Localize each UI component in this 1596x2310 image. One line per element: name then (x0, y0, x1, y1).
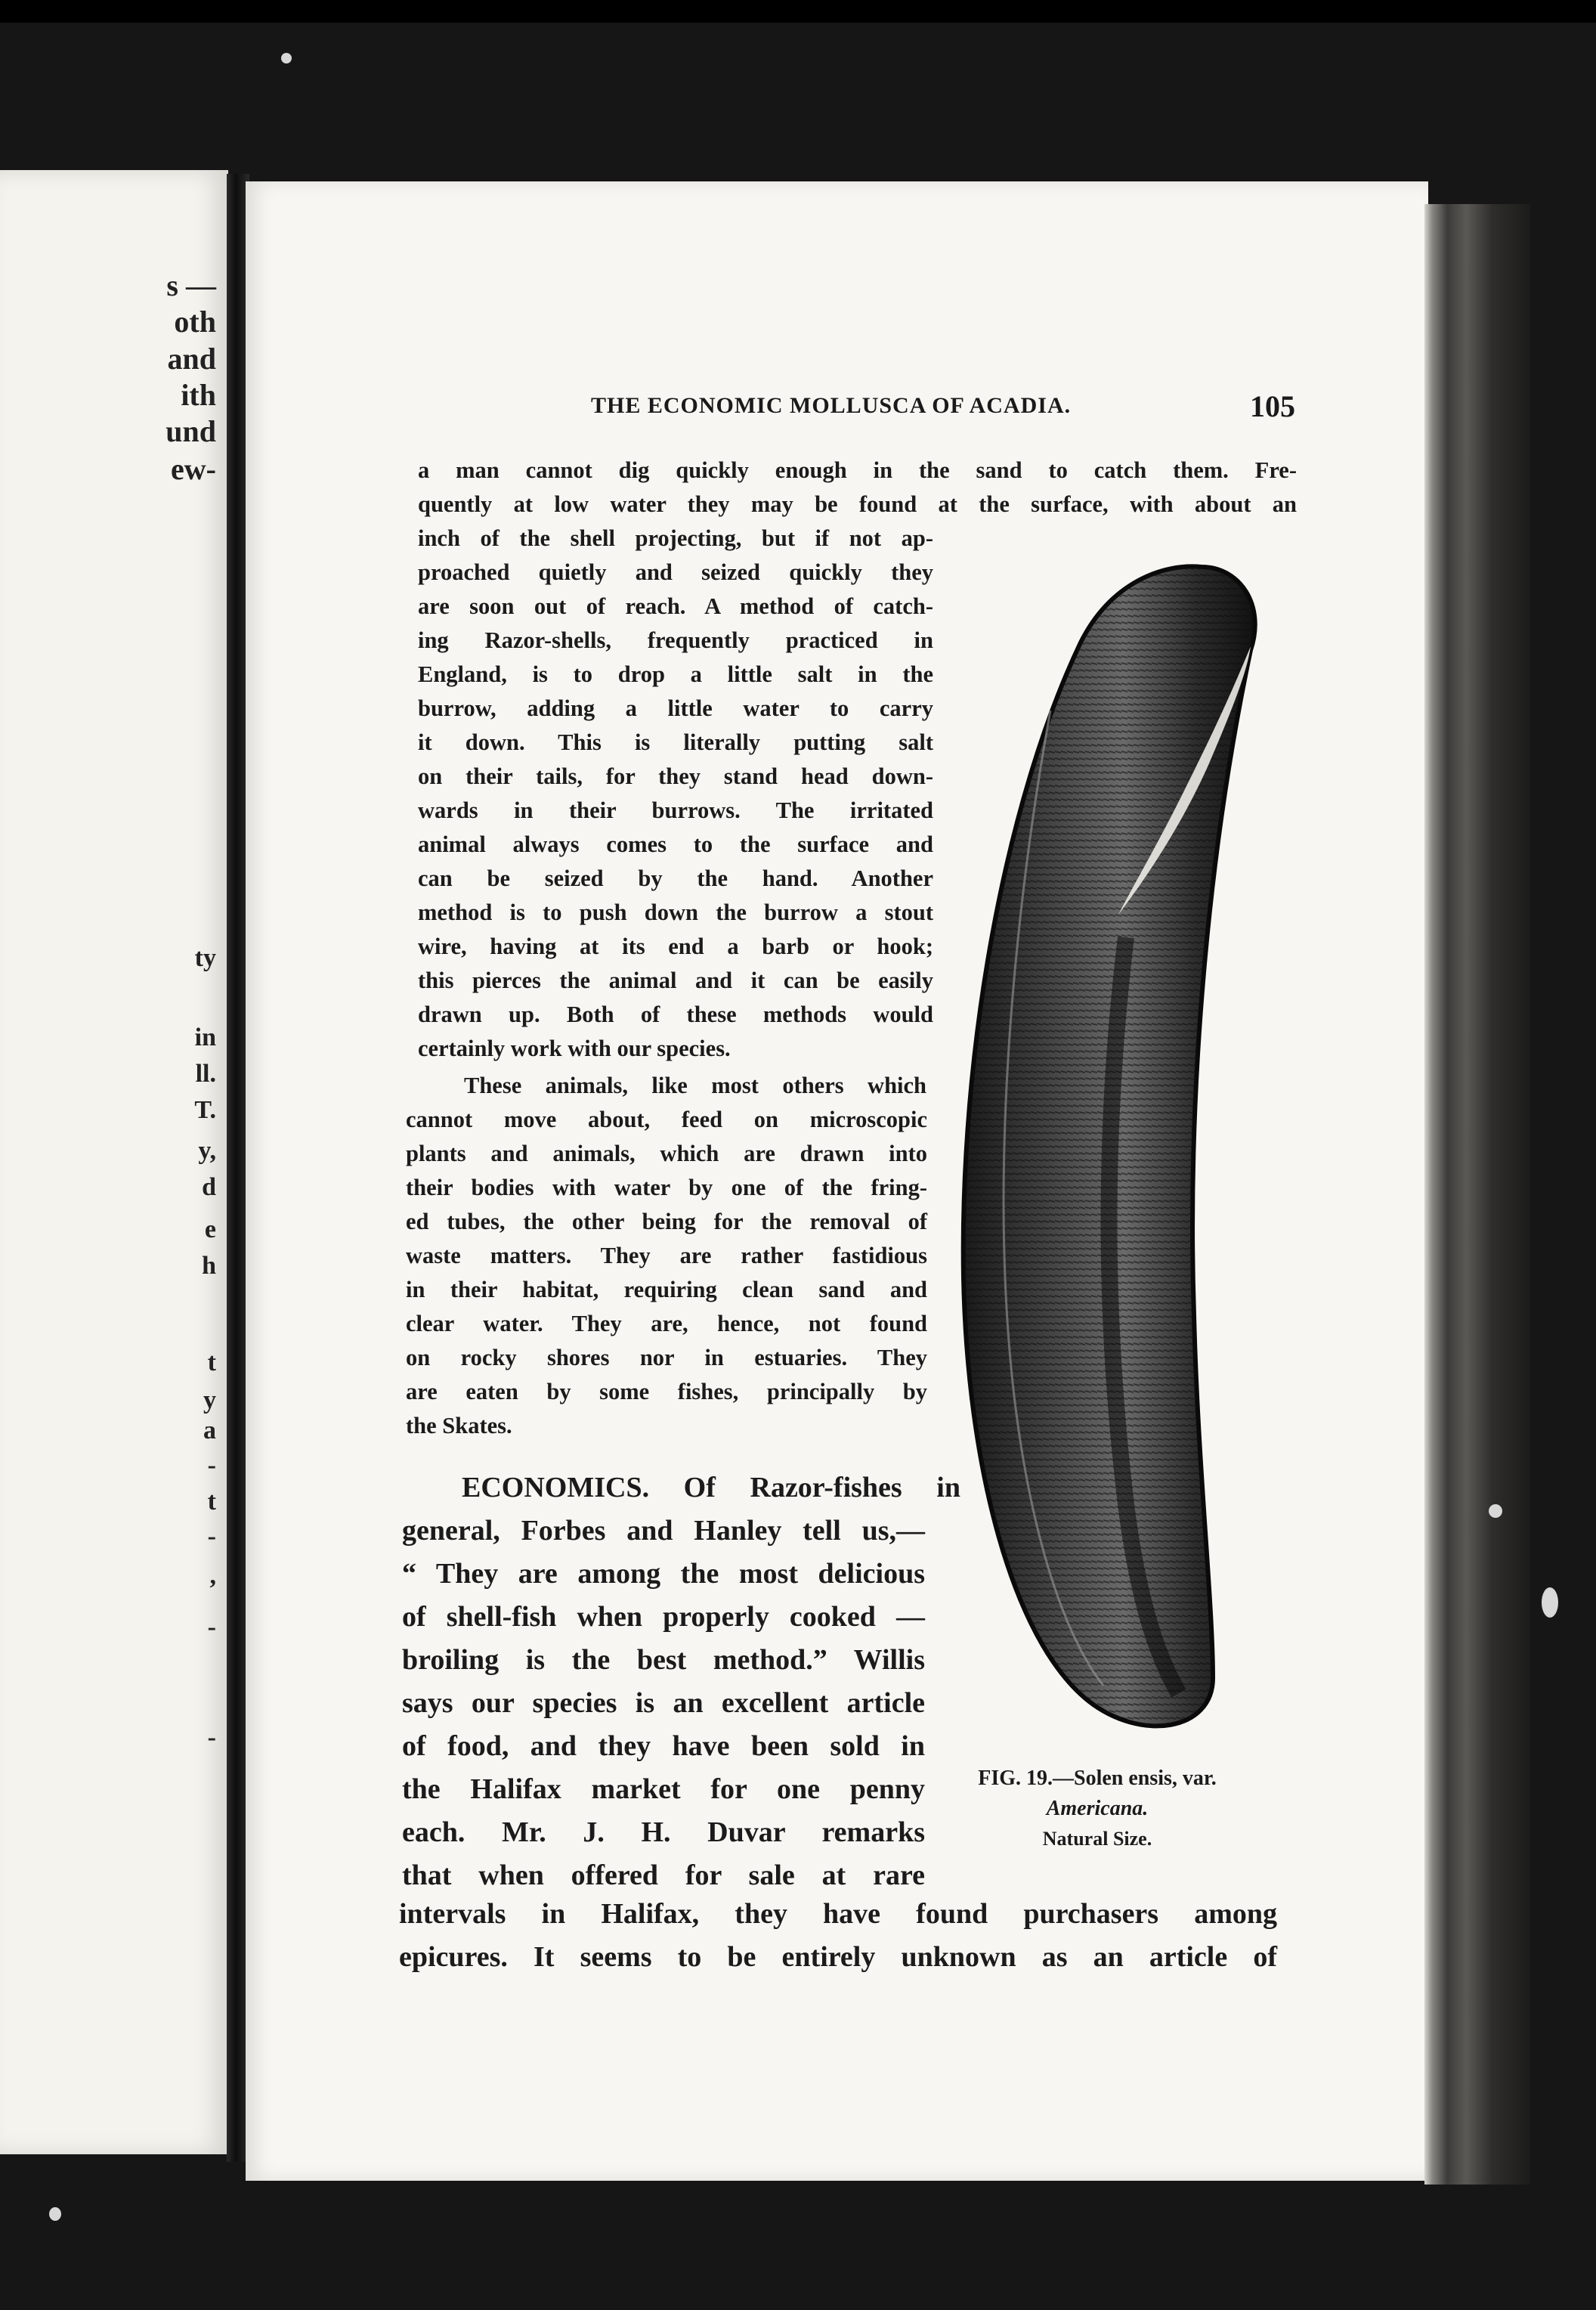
text-line: can be seized by the hand. Another (418, 865, 933, 891)
left-page-fragment: a (203, 1417, 216, 1445)
left-page-fragment: ew- (171, 452, 216, 486)
text-line: broiling is the best method.” Willis (402, 1644, 925, 1676)
text-line: of food, and they have been sold in (402, 1730, 925, 1762)
left-page-fragment: - (207, 1451, 216, 1479)
left-page-fragment: e (204, 1215, 216, 1243)
text-line: the Skates. (406, 1413, 512, 1438)
left-page-fragment: t (207, 1349, 216, 1376)
scan-speck (281, 53, 292, 63)
text-line: are eaten by some fishes, principally by (406, 1379, 927, 1404)
text-line: of shell-fish when properly cooked — (402, 1601, 925, 1633)
text-line: general, Forbes and Hanley tell us,— (402, 1515, 925, 1547)
figure-caption-line3: Natural Size. (1042, 1828, 1152, 1850)
text-line: animal always comes to the surface and (418, 831, 933, 857)
left-page-fragment: y, (198, 1137, 216, 1165)
text-line: quently at low water they may be found at the surface, with about an (418, 491, 1297, 517)
left-page-fragment: - (207, 1613, 216, 1641)
left-page-fragment: ll. (195, 1060, 216, 1088)
text-line: waste matters. They are rather fastidious (406, 1243, 927, 1268)
text-line: These animals, like most others which (464, 1073, 926, 1098)
text-line: clear water. They are, hence, not found (406, 1311, 927, 1336)
left-page-fragment: s — (166, 268, 216, 302)
left-page-fragment: oth (174, 305, 216, 339)
text-line: method is to push down the burrow a stout (418, 900, 933, 925)
figure-caption-line1: FIG. 19.—Solen ensis, var. (978, 1767, 1217, 1790)
text-line: proached quietly and seized quickly they (418, 559, 933, 585)
scan-speck (1489, 1504, 1502, 1518)
text-line: inch of the shell projecting, but if not ap- (418, 525, 933, 551)
text-line: it down. This is literally putting salt (418, 729, 933, 755)
left-page (0, 170, 228, 2154)
scan-top-band (0, 0, 1596, 23)
text-line: that when offered for sale at rare (402, 1859, 925, 1891)
left-page-fragment: ith (181, 378, 216, 412)
text-line: says our species is an excellent article (402, 1687, 925, 1719)
text-line: the Halifax market for one penny (402, 1773, 925, 1805)
text-line: burrow, adding a little water to carry (418, 695, 933, 721)
left-page-fragment: and (167, 342, 216, 376)
text-line: epicures. It seems to be entirely unknown as an article of (399, 1941, 1277, 1973)
page-edge-stack (1424, 204, 1530, 2185)
left-page-fragment: - (207, 1522, 216, 1550)
scan-speck (49, 2207, 61, 2221)
text-line: England, is to drop a little salt in the (418, 661, 933, 687)
text-line: their bodies with water by one of the fring- (406, 1175, 927, 1200)
text-line: intervals in Halifax, they have found purchasers among (399, 1898, 1277, 1930)
text-line: certainly work with our species. (418, 1036, 731, 1061)
running-head: THE ECONOMIC MOLLUSCA OF ACADIA. (591, 393, 1072, 418)
page-number: 105 (1250, 389, 1295, 423)
left-page-fragment: t (207, 1488, 216, 1516)
text-line: drawn up. Both of these methods would (418, 1002, 933, 1027)
text-line: wire, having at its end a barb or hook; (418, 934, 933, 959)
left-page-fragment: und (165, 414, 216, 448)
figure-caption-line2: Americana. (1046, 1797, 1149, 1820)
text-line: “ They are among the most delicious (402, 1558, 925, 1590)
razor-shell-illustration (952, 559, 1270, 1754)
left-page-fragment: d (202, 1173, 216, 1201)
text-line: ing Razor-shells, frequently practiced in (418, 627, 933, 653)
left-page-fragment: - (207, 1723, 216, 1751)
left-page-fragment: T. (194, 1096, 216, 1124)
left-page-fragment: ty (194, 944, 216, 972)
text-line: wards in their burrows. The irritated (418, 797, 933, 823)
scan-speck (1542, 1587, 1558, 1618)
text-line: ECONOMICS. Of Razor-fishes in (462, 1472, 960, 1503)
left-page-fragment: , (209, 1562, 216, 1590)
left-page-fragment: h (202, 1252, 216, 1280)
left-page-fragment: in (194, 1023, 216, 1051)
text-line: are soon out of reach. A method of catch- (418, 593, 933, 619)
text-line: plants and animals, which are drawn into (406, 1141, 927, 1166)
text-line: ed tubes, the other being for the removal of (406, 1209, 927, 1234)
text-line: a man cannot dig quickly enough in the sand to catch them. Fre- (418, 457, 1297, 483)
left-page-fragment: y (203, 1386, 216, 1414)
text-line: on their tails, for they stand head down- (418, 763, 933, 789)
text-line: each. Mr. J. H. Duvar remarks (402, 1816, 925, 1848)
text-line: this pierces the animal and it can be easily (418, 968, 933, 993)
text-line: in their habitat, requiring clean sand and (406, 1277, 927, 1302)
text-line: cannot move about, feed on microscopic (406, 1107, 927, 1132)
text-line: on rocky shores nor in estuaries. They (406, 1345, 927, 1370)
